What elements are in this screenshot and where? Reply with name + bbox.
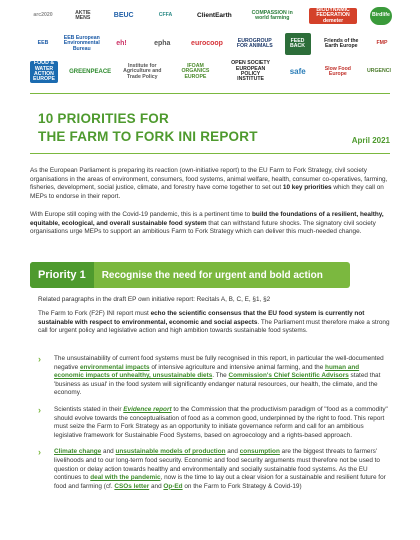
logo-epha: epha bbox=[154, 40, 171, 48]
bullet-item-2 bbox=[38, 406, 390, 440]
logo-eurogroup-animals: EUROGROUP FOR ANIMALS bbox=[236, 37, 273, 49]
b3-text-b: and bbox=[101, 448, 116, 456]
intro-p1-bold: 10 key priorities bbox=[282, 184, 332, 192]
link-evidence-report[interactable]: Evidence report bbox=[123, 405, 172, 413]
b1-text-e: . The bbox=[212, 372, 229, 380]
logo-cffa: CFFA bbox=[158, 12, 173, 19]
logo-clientearth: ClientEarth bbox=[197, 11, 232, 19]
logo-row-2 bbox=[30, 32, 392, 56]
page-title bbox=[38, 110, 258, 146]
logo-row-1 bbox=[30, 4, 392, 28]
logo-eh: eh! bbox=[116, 40, 127, 48]
logo-slow-food: Slow Food Europe bbox=[324, 65, 351, 77]
related-paragraphs: Related paragraphs in the draft EP own initiative report: Recitals A, B, C, E, §1, §2 bbox=[38, 296, 271, 303]
link-climate-change[interactable]: Climate change bbox=[54, 448, 102, 456]
publication-date: April 2021 bbox=[351, 136, 390, 145]
b2-text-a: Scientists stated in their bbox=[54, 405, 124, 413]
chevron-right-icon: › bbox=[38, 447, 41, 458]
b2-text-c: to the Commission that the productivism paradigm of "food as a commodity" should evolve towards the conceptualisation of food as a common good, underpinned by the right to food. This report must seize the Farm to Fork Strategy as an opportunity to initiate governance reform and call for an ambitious legislative framework for Sustainable Food Systems, based on agroecology and a rights-based approach. bbox=[54, 405, 388, 439]
partner-logos bbox=[30, 0, 392, 88]
priority-heading: Recognise the need for urgent and bold action bbox=[101, 269, 323, 281]
intro-p2-text-c: that can withstand future shocks. The signatory civil society organisations urge MEPs to support an ambitious Farm to Fork Strategy which can deliver this much-needed change. bbox=[30, 219, 376, 236]
logo-beuc: BEUC bbox=[113, 12, 134, 20]
logo-eurocoop: eurocoop bbox=[191, 40, 223, 48]
logo-greenpeace: GREENPEACE bbox=[69, 68, 112, 75]
logo-demeter: BIODYNAMIC FEDERATION demeter bbox=[309, 8, 357, 24]
logo-fmp: FMP bbox=[376, 40, 388, 47]
bullet-item-3 bbox=[38, 448, 390, 491]
logo-foee: Friends of the Earth Europe bbox=[324, 37, 359, 49]
b3-text-f: are the biggest threats to farmers' livelihoods and to our long-term food security. Economic and food security arguments must therefore not be used to question or delay action towards healthy and environmentally and socially sustainable food systems. As the EU continues to bbox=[54, 448, 380, 482]
logo-feedback: FEED BACK bbox=[285, 33, 311, 55]
logo-eeb: EEB bbox=[37, 40, 49, 47]
priority-bullets bbox=[38, 355, 390, 499]
bullet-item-1 bbox=[38, 355, 390, 398]
logo-ifoam: IFOAM ORGANICS EUROPE bbox=[181, 62, 210, 80]
priority-paragraph bbox=[38, 310, 390, 336]
chevron-right-icon: › bbox=[38, 354, 41, 364]
link-chief-scientific-advisors[interactable]: Commission's Chief Scientific Advisors bbox=[228, 372, 349, 380]
logo-ciwf: COMPASSION in world farming bbox=[251, 9, 293, 21]
p3-text-c: . The Parliament must therefore make a strong call for urgent policy and legislative action and high ambition towards sustainable food systems. bbox=[38, 318, 390, 335]
b1-text-a: The unsustainability of current food systems must be fully recognised in this report, in particular the well-documented negative bbox=[54, 355, 384, 371]
logo-urgenci: URGENCI bbox=[367, 68, 391, 75]
link-csos-letter[interactable]: CSOs letter bbox=[114, 482, 150, 490]
intro-p1-text-c: which they call on MEPs to endorse in their report. bbox=[30, 184, 384, 200]
intro-paragraph-1 bbox=[30, 167, 390, 201]
link-unsustainable-models[interactable]: unsustainable models of production bbox=[115, 448, 226, 456]
p3-text-a: The Farm to Fork (F2F) INI report must bbox=[38, 310, 151, 317]
b3-text-l: on the Farm to Fork Strategy & Covid-19) bbox=[182, 482, 302, 490]
intro-p2-text-a: With Europe still coping with the Covid-19 pandemic, this is a pertinent time to bbox=[30, 211, 253, 218]
b3-text-d: and bbox=[225, 448, 240, 456]
b3-text-j: and bbox=[149, 482, 164, 490]
b1-text-c: of intensive agriculture and intensive animal farming, and the bbox=[149, 363, 326, 371]
logo-birdlife: Birdlife bbox=[370, 7, 392, 25]
logo-safe: safe bbox=[289, 66, 306, 76]
page-title-line-1: 10 PRIORITIES FOR bbox=[38, 111, 169, 126]
link-consumption[interactable]: consumption bbox=[239, 448, 280, 456]
link-op-ed[interactable]: Op-Ed bbox=[163, 482, 183, 490]
priority-number: Priority 1 bbox=[30, 262, 94, 288]
link-environmental-impacts[interactable]: environmental impacts bbox=[79, 363, 150, 371]
intro-p1-text-a: As the European Parliament is preparing its reaction (own-initiative report) to the EU Farm to Fork Strategy, civil society organisations in the areas of environment, consumers, food systems, animal welfare, health, consumer co-operatives, farming, fisheries, development, social justice, climate, and forestry have come together to set out bbox=[30, 167, 388, 192]
intro-paragraph-2 bbox=[30, 211, 390, 237]
link-deal-with-pandemic[interactable]: deal with the pandemic bbox=[90, 474, 161, 482]
chevron-right-icon: › bbox=[38, 404, 41, 415]
logo-arc2020: arc2020 bbox=[33, 12, 53, 19]
title-divider bbox=[30, 153, 390, 154]
b3-text-h: , now is the time to lay out a clear vision for a sustainable and resilient future for food and farming (cf. bbox=[54, 474, 386, 490]
logo-aktie-mens: AKTIE MENS bbox=[75, 9, 91, 21]
logo-osepi: OPEN SOCIETY EUROPEAN POLICY INSTITUTE bbox=[231, 60, 271, 83]
page-title-line-2: THE FARM TO FORK INI REPORT bbox=[38, 129, 258, 144]
priority-banner bbox=[30, 262, 350, 288]
b1-text-g: stated that 'business as usual' in the food system will significantly endanger natural resources, our health, the climate, and the economy. bbox=[54, 372, 381, 397]
logo-row-3 bbox=[30, 60, 392, 84]
intro-p2-bold: build the foundations of a resilient, healthy, equitable, ecological, and overall sustainable food system bbox=[30, 211, 384, 227]
logo-food-water-action: FOOD & WATER ACTION EUROPE bbox=[30, 61, 58, 83]
p3-bold: echo the scientific consensus that the EU food system is currently not sustainable with respect to environmental, economic and social aspects bbox=[38, 310, 365, 326]
link-human-economic-impacts[interactable]: human and economic impacts of unhealthy, unsustainable diets bbox=[54, 363, 360, 380]
logo-iatp: Institute for Agriculture and Trade Policy bbox=[123, 62, 162, 80]
logo-eeb-full: EEB European Environmental Bureau bbox=[63, 34, 100, 52]
header-divider bbox=[30, 93, 390, 94]
